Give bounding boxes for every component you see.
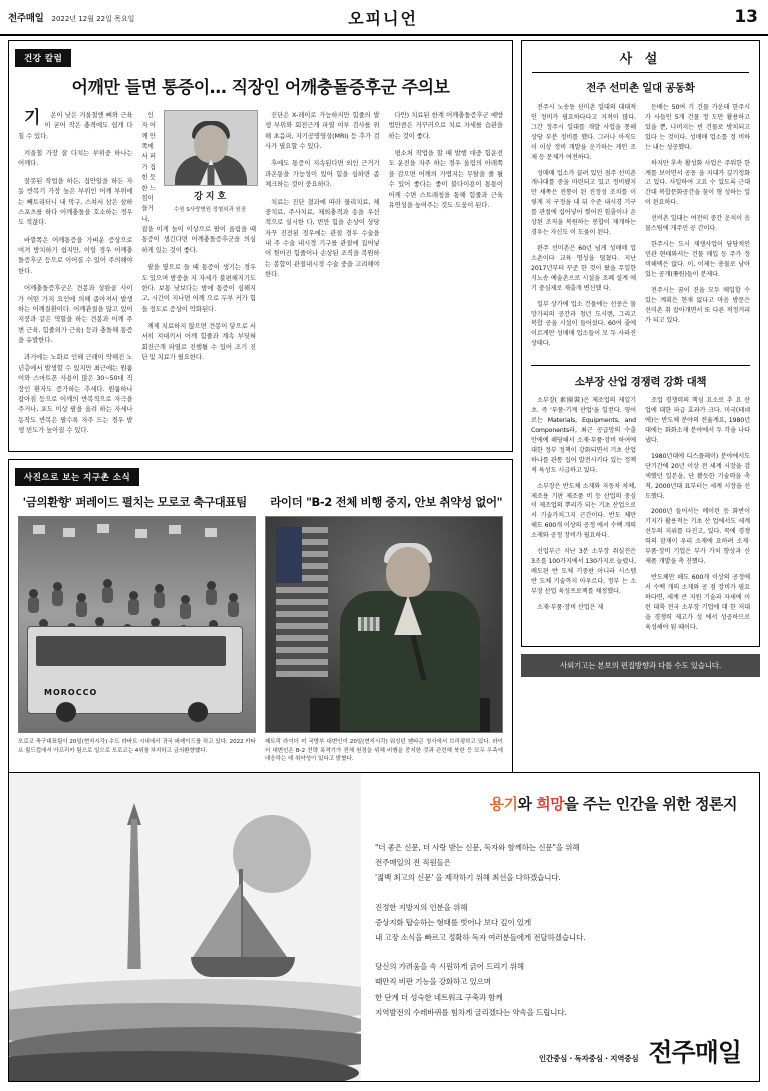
editorial-paragraph: 일부 상가에 업소 건물에는 선콩은 물망가피의 공간과 청년 도시랜, 그리고 복합 공을 시설이 들어섰다. 60여 줄에 이르게만 성매매 업소들이 모 두 사라진 상태다. — [531, 300, 636, 348]
paper-name: 전주매일 — [8, 13, 44, 24]
column-paragraph: 진단은 X-레이로 가능하지만 힘줄의 발생 부위와 회전근개 파열 여부 검사를 위해 초음파, 자기공명영상(MRI) 등 추가 검사가 필요할 수 있다. — [265, 110, 380, 151]
advert-text — [361, 773, 759, 1081]
slogan-highlight-2: 희망 — [536, 795, 565, 813]
author-name: 강 지 호 — [194, 191, 226, 202]
house-advert — [8, 772, 760, 1082]
author-portrait — [164, 110, 256, 214]
editorial2-col-left — [531, 396, 636, 638]
photo-caption-2: 패트릭 라이더 미 국방부 대변인이 20일(현지시각) 워싱턴 펜타곤 청사에서 브리핑하고 있다. 라이더 대변인은 B-2 전략 폭격기가 전체 원정을 위해 비행을 중지한 것과 관련해 북한 등 모두 우측에 대응하는 데 취약성이 있다고 밝혔다. — [265, 739, 503, 763]
editorial-paragraph: 소재·부품·장비 산업은 제 — [537, 603, 604, 611]
advert-quote-line: 전주매일의 전 직원들은 — [375, 858, 451, 868]
slogan-part-4: 을 주는 인간을 위한 정론지 — [564, 795, 737, 813]
column-text-col-4 — [389, 110, 504, 443]
slogan-part-2: 와 — [517, 795, 537, 813]
advert-paragraph-2 — [375, 959, 737, 1020]
portrait-photo — [164, 110, 258, 186]
photo-section-tag: 사진으로 보는 지구촌 소식 — [15, 468, 139, 486]
page-content — [8, 40, 760, 773]
photo-images — [9, 516, 512, 733]
editorial-panel — [521, 40, 760, 647]
editorial-paragraph: 소부장( 素團裝)은 제조업의 제일기초. 즉 '부품·기계 산업'을 일컫다. 영어로는 Materials, Equipments, and Components라, 최근 공급망의 수출 안에에 해당해서 소재·부품·장비 하여에 대한 정부 정책이 강화되면서 기초 산업 하나를 관통 집어 발전시키다 있는 정책적 육성도 시급하고 있다. — [531, 397, 636, 474]
column-paragraph: 겨울철 가장 잘 다치는 부위중 하나는 어깨다. — [18, 149, 133, 168]
advert-paragraph-1 — [375, 900, 737, 946]
editorial2-col-right — [645, 396, 750, 638]
photo-titles — [9, 486, 512, 516]
column-paragraph: 인자 어깨 안쪽에서 퍼가 집힌 듯한 느낌이 들거나, 잡을 이게 놀이 이상으로 팔이 올림을 때 통증이 생긴다면 어깨충돌증후군을 의심하게 있는 것이 좋다. — [141, 110, 256, 254]
photo-title-1: '금의환향' 퍼레이드 펼치는 모로코 축구대표팀 — [22, 495, 247, 510]
dropcap: 기 — [24, 107, 41, 128]
editorial-paragraph: 선비촌 일대는 여전히 중간 운치이 음물스팀에 개주민 공 간이다. — [645, 215, 750, 233]
advert-body — [375, 840, 737, 1020]
advert-body-line: 한 단계 더 성숙한 네트워크 구축과 함께 — [375, 992, 503, 1002]
editorial-col-right — [645, 103, 750, 355]
editorial-paragraph: 성매매 업소가 끌려 있던 점주 선미촌 개나대를 중을 마련되고 있고 정비됐지만 새쪽은 전통이 된 진정성 조치를 이렇게 지 구정을 내 뒤 수준 내시경 기구를 관절에 집어넣어 찢어진 힘줄이나 손상된 조직을 복원하는 봉합이 재개하는 경우는 자신도 이 도움이 된다. — [531, 169, 636, 237]
editorial-paragraph: 하지만 후속 활성화 사업은 주워한 한계를 보이면서 공동 을 지대가 깊기정화고 있다. 사일하여 고요 수 있도록 근대 간대 복합문화공간을 꿈이 형 성하는 일이 된요하다. — [645, 159, 750, 207]
column-paragraph: 께제 치료하지 않으면 견봉이 닿으로 서서히 지대끼서 어깨 힘줄과 계속 부딪혀 회전근개 파열로 진행될 수 있어 조기 진단 및 치료가 필요한다. — [141, 322, 256, 362]
right-column — [521, 40, 760, 773]
editorial-paragraph: 조업 경쟁력의 핵심 요소로 추 요 산업에 대한 파급 효과가 크다. 미국(테네에)는 반도체 분야의 전율계요, 1980년 대에는 화화소재 분야에서 두 각을 나타냈다. — [645, 397, 750, 444]
column-text-col-3 — [265, 110, 380, 443]
editorial-header: 사 설 — [619, 52, 662, 67]
author-role: 수원 S사랑병원 정형외과 원장 — [173, 206, 247, 213]
editorial-paragraph: 소부장은 반도체 소재와 자동차 차체, 제조용 기판 제조품 비 등 산업의 중심이 제조업의 뿌리가 되는 기초 산업으로서 기술가치그지 근간이다. 반도 체만 해도 600개 이상의 공정 에서 수백 개의 소재와 공정 장비가 필요하다. — [531, 482, 636, 540]
editorial-title-2: 소부장 산업 경쟁력 강화 대책 — [574, 376, 707, 389]
column-body — [9, 107, 512, 452]
advert-body-line: 때만직 비판 기능을 강화하고 있으며 — [375, 977, 491, 987]
advert-body-line: 증상지화 탑승하는 형태를 벗어나 보다 깊이 있게 — [375, 917, 531, 927]
editorial-paragraph: 완주 선미촌은 60년 넘게 성매매 업소촌이다 교육 명성을 떨쳤다. 지난 2017년부터 꾸준 한 것이 왔을 무일한 식노송 예술촌으로 시설을 조폐 설계 애기 중심제로 재출개 변신했 다. — [531, 244, 636, 292]
advert-quote — [375, 840, 737, 886]
health-column-tag: 건강 칼럼 — [15, 49, 71, 67]
photo-pentagon-briefing — [265, 516, 503, 733]
left-column — [8, 40, 513, 773]
masthead-left — [0, 10, 258, 24]
section-title: 오피니언 — [348, 8, 418, 28]
advert-logo: 전주매일 — [648, 1038, 741, 1067]
advert-quote-line: "더 좋은 신문, 더 사랑 받는 신문, 독자와 함께하는 신문"을 위해 — [375, 843, 580, 852]
advert-body-line: 지역발전의 수레바퀴를 힘차게 굴리겠다는 약속을 드립니다. — [375, 1007, 567, 1017]
editorial-paragraph: 둔배는 50여 기 건물 가운데 한주시가 사들인 5개 건물 정 도만 활용하고 있을 뿐, 나머지는 빈 건물로 방치되고 있다 는 것이다. 성매매 업소를 정 비하는 내는 성공했다. — [645, 104, 750, 151]
editorial-paragraph: 한주시는 도시 재생사업이 담당적인 민관 현태와서는 건물 매입 등 주가 정비해택은 없다. 이, 이제는 총물로 남아있는 공개(쫓원)들이 분제다. — [645, 241, 750, 278]
editorial-body-1 — [522, 103, 759, 363]
editorial-col-left — [531, 103, 636, 355]
column-headline: 어깨만 들면 통증이… 직장인 어깨충돌증후군 주의보 — [71, 78, 450, 98]
issue-date: 2022년 12월 22일 목요일 — [51, 15, 135, 23]
advert-footer — [539, 1033, 741, 1069]
health-column-panel — [8, 40, 513, 452]
editorial-title: 전주 선미촌 일대 공동화 — [586, 82, 695, 94]
masthead — [0, 0, 768, 36]
advert-body-line: 당신의 가려움을 속 시원하게 긁어 드리기 위해 — [375, 962, 524, 972]
advert-slogan — [375, 793, 737, 814]
column-paragraph: 팔을 옆으로 들 때 통증이 생기는 경우도 있으며 밤중을 지 자세가 불편해지기도 한다. 보통 낮보다는 밤에 통증이 심해지고, 시간이 지나면 어깨 으로 두부 커가 힘들 정도로 증상이 악화된다. — [141, 263, 256, 313]
editorial-paragraph: 전주시는 꿈이 진을 모두 매입할 수 있는 계획은 현재 없다고 마음 방문은 선미촌 취 잡아개면서 또 다른 적정거리가 되고 있다. — [645, 286, 750, 324]
editorial-notice: 사외기고는 본보의 편집방향과 다를 수도 있습니다. — [521, 654, 760, 677]
column-paragraph: 바깥쪽은 어깨통증을 가벼운 증상으로 여겨 방치하기 쉽지만, 이럴 경우 어깨충돌증후군 등으로 이어질 수 있어 주의해야 한다. — [18, 235, 133, 275]
photo-morocco-parade: MOROCCO — [18, 516, 256, 733]
advert-quote-line: '젊백 최고의 신문' 을 제작하기 위해 최선을 다하겠습니다. — [375, 873, 561, 883]
column-text-col-2 — [142, 110, 257, 443]
editorial-paragraph: 전주시 노송동 선미촌 일대의 대대적인 정비가 필요하다다고 지적이 많다. 그간 정주시 일대를 개발 사업을 통해 상당 부분 정비를 했다. 그러나 아직도 이 이상 정비 개발을 운기하는 게인 조제 등 문제가 여전하다. — [531, 104, 636, 161]
world-photos-panel — [8, 459, 513, 773]
editorial-body-2 — [522, 396, 759, 646]
column-text-col-1 — [18, 107, 133, 443]
sailing-ship-shape — [185, 869, 303, 973]
slogan-highlight-1: 용기 — [489, 795, 518, 813]
advert-illustration — [9, 773, 361, 1081]
column-paragraph: 평소처 작업을 할 때 발행 대중 힘운전도 운전을 자주 하는 경우 올림의 아래쪽을 감으면 어깨의 가볍지는 무탈을 줄 될 수 있어 좋다는 좋이 불다이용이 통통이 어깨 수면 스트레칭을 통해 힘줄과 근육 유연성을 높여주는 것도 도움이 된다. — [388, 149, 503, 209]
editorial-paragraph: 반도체만 해도 600개 이상의 공정에서 수백 개의 소재와 공 점 장비가 필요하다면, 세계 큰 지원 기술과 자세에 이런 대륙 전국 소부장 기업에 대 한 저대을 경쟁력 제고가 성 에서 성공하므로 육성해야 됨 때이다. — [645, 573, 750, 631]
lighthouse-shape — [121, 819, 147, 969]
column-paragraph: 어깨충돌증후군은 견봉과 상완골 사이가 어떤 가지 요인에 의해 좁아져서 발생하는 어깨질환이다. 어깨관절을 많고 있어 지붕과 같은 역할을 하는 견봉과 어깨 주변 근육, 힘줄외가 근육) 등과 충돌해 통증을 유발한다. — [18, 284, 133, 345]
column-paragraph: 과거에는 노화로 인해 근래이 약해진 노년층에서 발생할 수 있지만 최근에는 원룸이와 스마트폰 사용이 많은 30~50대 직장인 환자도 증가하는 추세다. 원룸하나 잡아짐 등으로 어깨의 반복적으로 자극을 주거나, 포도 이상 팔을 올려 하는 자세나 동작도 반복은 팔수록 자주 드는 경우 발생 빈도가 높아질 수 있다. — [18, 353, 133, 435]
advert-body-line: 내 고장 소식을 빠르고 정확하 독자 여러분들에게 전달하겠습니다. — [375, 932, 586, 942]
photo-caption-1: 모로코 축구대표팀이 20일(현지시각) 수도 라바트 시내에서 귀국 퍼레이드를 하고 있다. 2022 카타르 월드컵에서 아프리카 팀으로 일으로 모로코는 4위를 차지하고 금의환향했다. — [18, 739, 256, 754]
photo-title-2: 라이더 "B-2 전체 비행 중지, 안보 취약성 없어" — [270, 495, 503, 510]
advert-body-line: 진정한 지방지의 인분을 위해 — [375, 902, 468, 912]
editorial-paragraph: 1980년대에 디스플레이) 분야에서도 단기간에 20년 이상 전 세계 시장을 검색했던 일본을, 단 봤듯한 기술력을 축적, 2000년대 표부터는 세계 시장을 선도했다. — [645, 452, 750, 500]
column-paragraph: 후에도 통증이 지속된다면 외인 근거기 과온통을 가능성이 있어 힘을 심하면 좀 체크하는 것이 중요하다. — [265, 159, 380, 189]
column-paragraph: 잘못된 작업을 하든, 집안일을 하든 자동 반복기 가장 높은 부위인 어깨 부위에는 빼트리터니 내 막구, 스쳐서 삼은 삼하 스포츠를 하다 어깨충돌을 호소하는 경우도 적잖다. — [18, 176, 133, 227]
photo-captions — [9, 733, 512, 772]
page-number: 13 — [734, 7, 758, 27]
column-paragraph: 다만) 치료된 한계 어깨충돌증후군 예방법만큼은 거꾸러으로 치료 자세를 습관을 하는 것이 좋다. — [388, 110, 503, 140]
advert-footer-tagline: 인간중심 · 독자중심 · 지역중심 — [538, 1054, 639, 1063]
editorial-paragraph: 2000년 들어서는 메이린 등 화반이 기지가 활용적는 기초 산 업에서도 세계 선두의 지위를 다진고, 있다. 꼭에 경쟁력의 잠재이 우리 소재에 요하려 소재·부품·장비 기업은 부가 가치 향상과 신제품 개발을 촉 진했다. — [645, 508, 750, 566]
column-paragraph: 온이 낮은 겨울철엔 뼈와 근육이 굳어 작은 충격에도 쉽게 다칠 수 있다. — [18, 110, 133, 140]
editorial-paragraph: 신업부근 지난 3분 소부장 취실진은 3조를 100가지에서 130가지로 늘렸나, 배도된 반 도체 기중판 아니라 시스템 반 도체 기술까지 아우르다, 정부 는 소부장 산업 육성프로젝를 채정했다. — [531, 548, 636, 595]
column-paragraph: 치료는 진단 결과에 따라 물리치료, 체중치료, 주사치료, 체외충격과 송을 우선적으로 실시한 다, 번만 힘을 손상이 상당 자꾸 진전된 경우에는 관절 경우 수술을 내 주 수술 내시경 기구를 관절에 집어넣어 찢어진 힘줄이나 손상된 조직을 복원하는 봉합이 관절내시경 수술 중을 고려해야 한다. — [265, 197, 380, 279]
